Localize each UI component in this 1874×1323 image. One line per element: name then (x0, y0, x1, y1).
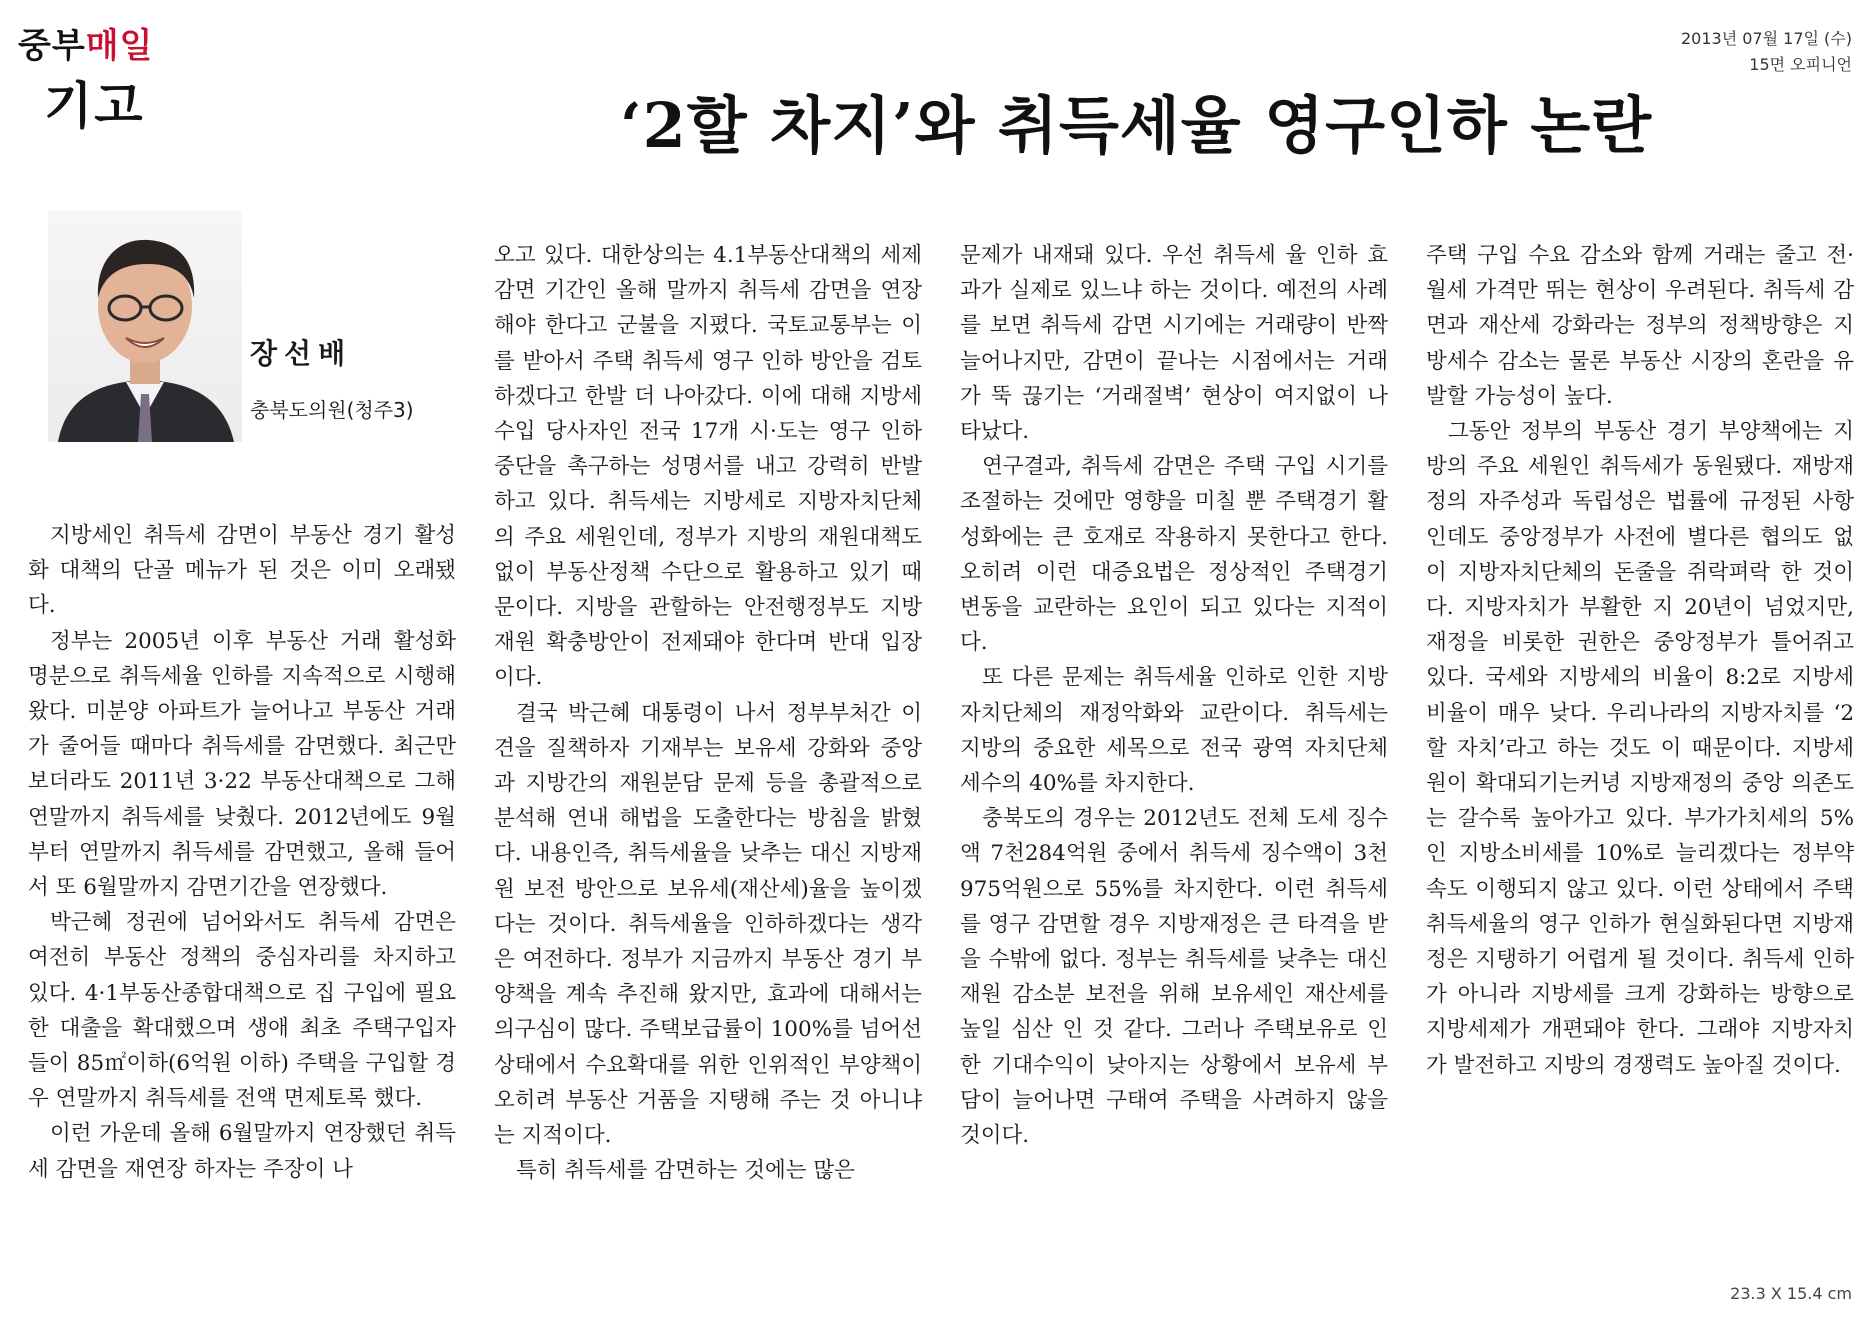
paragraph: 지방세인 취득세 감면이 부동산 경기 활성화 대책의 단골 메뉴가 된 것은 이미 오래됐다. (28, 523, 456, 619)
paragraph: 그동안 정부의 부동산 경기 부양책에는 지방의 주요 세원인 취득세가 동원됐다. 재방재정의 자주성과 독립성은 법률에 규정된 사항인데도 중앙정부가 사전에 별다른 협의도 없이 지방자치단체의 돈줄을 쥐락펴락 한 것이다. 지방자치가 부활한 지 20년이 넘었지만, 재정을 비롯한 권한은 중앙정부가 틀어쥐고 있다. 국세와 지방세의 비율이 8:2로 지방세 비율이 매우 낮다. 우리나라의 지방자치를 ‘2할 자치’라고 하는 것도 이 때문이다. 지방세원이 확대되기는커녕 지방재정의 중앙 의존도는 갈수록 높아가고 있다. 부가가치세의 5%인 지방소비세를 10%로 늘리겠다는 정부약속도 이행되지 않고 있다. 이런 상태에서 주택 취득세율의 영구 인하가 현실화된다면 지방재정은 지탱하기 어렵게 될 것이다. 취득세 인하가 아니라 지방세를 크게 강화하는 방향으로 지방세제가 개편돼야 한다. 그래야 지방자치가 발전하고 지방의 경쟁력도 높아질 것이다. (1426, 419, 1854, 1078)
paragraph: 정부는 2005년 이후 부동산 거래 활성화 명분으로 취득세율 인하를 지속적으로 시행해 왔다. 미분양 아파트가 늘어나고 부동산 거래가 줄어들 때마다 취득세를 감면했다. 최근만 보더라도 2011년 3·22 부동산대책으로 그해 연말까지 취득세를 낮췄다. 2012년에도 9월부터 연말까지 취득세를 감면했고, 올해 들어서 또 6월말까지 감면기간을 연장했다. (28, 628, 456, 901)
paragraph: 문제가 내재돼 있다. 우선 취득세 율 인하 효과가 실제로 있느냐 하는 것이다. 예전의 사례를 보면 취득세 감면 시기에는 거래량이 반짝 늘어나지만, 감면이 끝나는 시점에서는 거래가 뚝 끊기는 ‘거래절벽’ 현상이 여지없이 나타났다. (960, 243, 1388, 445)
paragraph: 이런 가운데 올해 6월말까지 연장했던 취득세 감면을 재연장 하자는 주장이 나 (28, 1121, 456, 1182)
masthead (18, 26, 153, 66)
page-section: 15면 오피니언 (1749, 55, 1852, 74)
logo-accent: 매일 (85, 26, 154, 66)
column-3 (960, 238, 1388, 1153)
author-photo (48, 210, 242, 442)
paragraph: 충북도의 경우는 2012년도 전체 도세 징수액 7천284억원 중에서 취득세 징수액이 3천975억원으로 55%를 차지한다. 이런 취득세를 영구 감면할 경우 지방재정은 큰 타격을 받을 수밖에 없다. 정부는 취득세를 낮추는 대신 재원 감소분 보전을 위해 보유세인 재산세를 높일 심산 인 것 같다. 그러나 주택보유로 인한 기대수익이 낮아지는 상황에서 보유세 부담이 늘어나면 구태여 주택을 사려하지 않을 것이다. (960, 806, 1388, 1149)
paragraph: 특히 취득세를 감면하는 것에는 많은 (516, 1158, 855, 1184)
newspaper-logo (18, 26, 153, 66)
paragraph: 주택 구입 수요 감소와 함께 거래는 줄고 전·월세 가격만 뛰는 현상이 우려된다. 취득세 감면과 재산세 강화라는 정부의 정책방향은 지방세수 감소는 물론 부동산 시장의 혼란을 유발할 가능성이 높다. (1426, 243, 1854, 409)
paragraph: 연구결과, 취득세 감면은 주택 구입 시기를 조절하는 것에만 영향을 미칠 뿐 주택경기 활성화에는 큰 호재로 작용하지 못한다고 한다. 오히려 이런 대증요법은 정상적인 주택경기 변동을 교란하는 요인이 되고 있다는 지적이다. (960, 454, 1388, 656)
column-1 (28, 518, 456, 1187)
paragraph: 오고 있다. 대한상의는 4.1부동산대책의 세제감면 기간인 올해 말까지 취득세 감면을 연장해야 한다고 군불을 지폈다. 국토교통부는 이를 받아서 주택 취득세 영구 인하 방안을 검토하겠다고 한발 더 나아갔다. 이에 대해 지방세 수입 당사자인 전국 17개 시·도는 영구 인하 중단을 촉구하는 성명서를 내고 강력히 반발하고 있다. 취득세는 지방세로 지방자치단체의 주요 세원인데, 정부가 지방의 재원대책도 없이 부동산정책 수단으로 활용하고 있기 때문이다. 지방을 관할하는 안전행정부도 지방재원 확충방안이 전제돼야 한다며 반대 입장이다. (494, 243, 922, 691)
column-4 (1426, 238, 1854, 1083)
logo-prefix: 중부 (18, 26, 86, 66)
paragraph: 결국 박근혜 대통령이 나서 정부부처간 이견을 질책하자 기재부는 보유세 강화와 중앙과 지방간의 재원분담 문제 등을 총괄적으로 분석해 연내 해법을 도출한다는 방침을 밝혔다. 내용인즉, 취득세율을 낮추는 대신 지방재원 보전 방안으로 보유세(재산세)율을 높이겠다는 것이다. 취득세율을 인하하겠다는 생각은 여전하다. 정부가 지금까지 부동산 경기 부양책을 계속 추진해 왔지만, 효과에 대해서는 의구심이 많다. 주택보급률이 100%를 넘어선 상태에서 수요확대를 위한 인위적인 부양책이 오히려 부동산 거품을 지탱해 주는 것 아니냐는 지적이다. (494, 700, 922, 1149)
headline: ‘2할 차지’와 취득세율 영구인하 논란 (620, 89, 1653, 162)
author-portrait-icon (48, 210, 242, 442)
paragraph: 박근혜 정권에 넘어와서도 취득세 감면은 여전히 부동산 정책의 중심자리를 차지하고 있다. 4·1부동산종합대책으로 집 구입에 필요한 대출을 확대했으며 생애 최초 주택구입자들이 85㎡이하(6억원 이하) 주택을 구입할 경우 연말까지 취득세를 전액 면제토록 했다. (28, 910, 456, 1112)
column-2 (494, 238, 922, 1188)
section-label: 기고 (44, 77, 145, 135)
dateline (1681, 26, 1852, 78)
author-title: 충북도의원(청주3) (250, 398, 414, 422)
paragraph: 또 다른 문제는 취득세율 인하로 인한 지방자치단체의 재정악화와 교란이다. 취득세는 지방의 중요한 세목으로 전국 광역 자치단체 세수의 40%를 차지한다. (960, 665, 1388, 797)
clipping-size: 23.3 X 15.4 cm (1730, 1284, 1852, 1303)
author-name: 장선배 (250, 337, 353, 370)
publish-date: 2013년 07월 17일 (수) (1680, 29, 1852, 48)
